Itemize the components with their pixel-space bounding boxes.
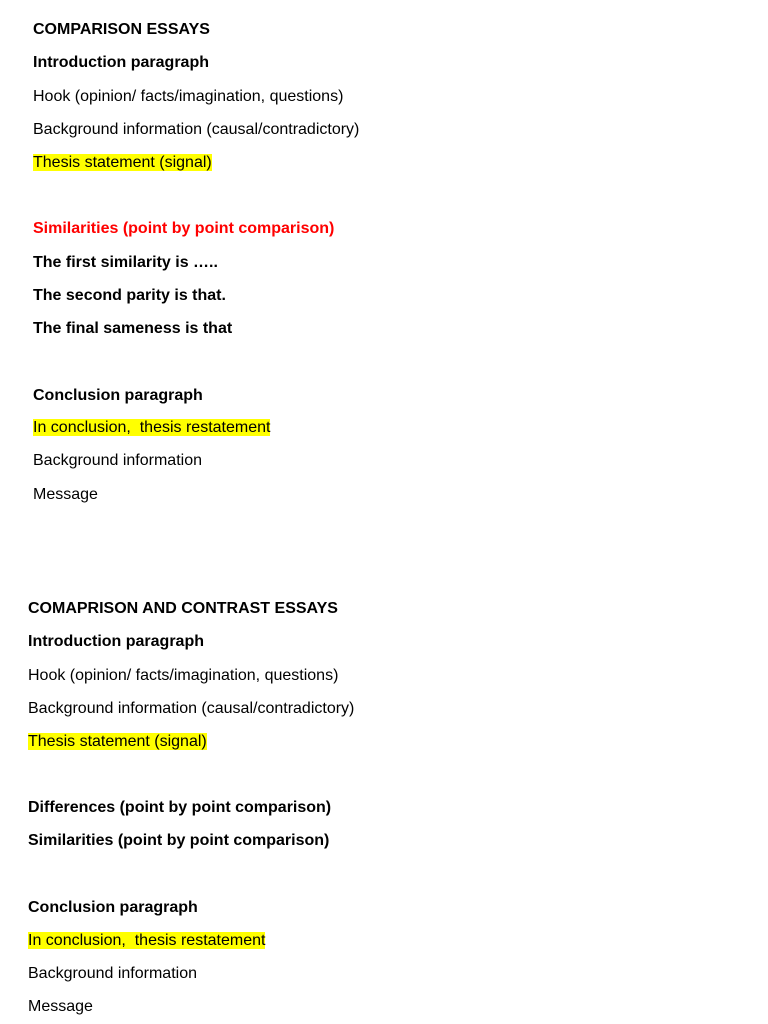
highlighted-text: Thesis statement (signal) [33,154,212,171]
background-line: Background information (causal/contradictory) [33,121,360,138]
similarities-heading: Similarities (point by point comparison) [33,220,335,237]
highlighted-text: In conclusion, thesis restatement [28,932,266,949]
background-line: Background information (causal/contradictory) [28,700,355,717]
similarities-heading: Similarities (point by point comparison) [28,832,330,849]
conclusion-restatement-line [33,418,270,438]
section-title: COMPARISON ESSAYS [33,21,210,38]
first-similarity-line: The first similarity is ….. [33,254,218,271]
final-sameness-line: The final sameness is that [33,320,233,337]
conclusion-background-line: Background information [33,452,202,469]
intro-heading: Introduction paragraph [33,54,209,71]
message-line: Message [28,998,93,1015]
intro-heading: Introduction paragraph [28,633,204,650]
highlighted-text: In conclusion, thesis restatement [33,419,271,436]
section-title: COMAPRISON AND CONTRAST ESSAYS [28,600,338,617]
conclusion-heading: Conclusion paragraph [28,899,198,916]
second-parity-line: The second parity is that. [33,287,226,304]
conclusion-background-line: Background information [28,965,197,982]
hook-line: Hook (opinion/ facts/imagination, questions) [28,667,339,684]
thesis-line [33,153,212,173]
thesis-line [28,732,207,752]
conclusion-heading: Conclusion paragraph [33,387,203,404]
highlighted-text: Thesis statement (signal) [28,733,207,750]
hook-line: Hook (opinion/ facts/imagination, questions) [33,88,344,105]
differences-heading: Differences (point by point comparison) [28,799,332,816]
conclusion-restatement-line [28,931,265,951]
message-line: Message [33,486,98,503]
